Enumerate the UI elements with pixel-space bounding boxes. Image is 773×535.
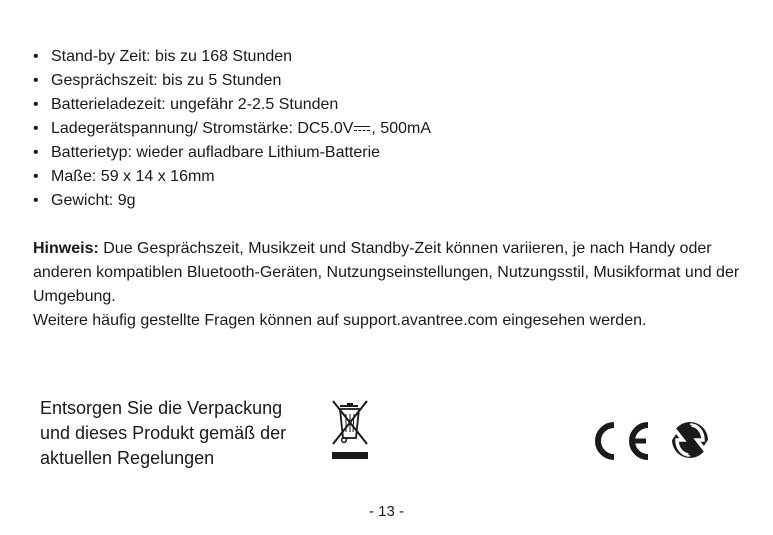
disposal-line: und dieses Produkt gemäß der [40, 423, 287, 443]
spec-standby: Stand-by Zeit: bis zu 168 Stunden [51, 48, 293, 65]
spec-list [33, 45, 431, 213]
spec-talk-time: Gesprächszeit: bis zu 5 Stunden [51, 72, 282, 89]
crossed-out-wheelie-bin-icon [328, 398, 372, 462]
spec-charge-time: Batterieladezeit: ungefähr 2-2.5 Stunden [51, 96, 339, 113]
note-more-info: Weitere häufig gestellte Fragen können auf support.avantree.com eingesehen werden. [33, 312, 647, 329]
note-block [33, 237, 743, 333]
spec-charger-voltage: Ladegerätspannung/ Stromstärke: DC5.0V [51, 120, 354, 137]
spec-item: • Ladegerätspannung/ Stromstärke: DC5.0V , 500mA [33, 120, 431, 137]
spec-battery-type: Batterietyp: wieder aufladbare Lithium-Batterie [51, 144, 381, 161]
spec-item: • Maße: 59 x 14 x 16mm [33, 168, 215, 185]
spec-item: • Gewicht: 9g [33, 192, 136, 209]
green-dot-recycling-icon [670, 418, 710, 462]
ce-mark-icon [592, 420, 654, 462]
dc-symbol-icon [354, 125, 370, 133]
disposal-line: aktuellen Regelungen [40, 448, 215, 468]
note-paragraph [33, 237, 743, 309]
note-label: Hinweis: [33, 240, 99, 257]
disposal-text [40, 396, 286, 471]
page-number: - 13 - [368, 503, 404, 520]
spec-item: • Stand-by Zeit: bis zu 168 Stunden [33, 48, 293, 65]
note-text: Due Gesprächszeit, Musikzeit und Standby-Zeit können variieren, je nach Handy oder anderen kompatiblen Bluetooth-Geräten, Nutzungseinstellungen, Nutzungsstil, Musikformat und der Umgebung. [33, 240, 740, 305]
spec-weight: Gewicht: 9g [51, 192, 136, 209]
spec-dimensions: Maße: 59 x 14 x 16mm [51, 168, 215, 185]
spec-item: • Batterietyp: wieder aufladbare Lithium-Batterie [33, 144, 381, 161]
disposal-line: Entsorgen Sie die Verpackung [40, 398, 283, 418]
spec-charger-current: , 500mA [371, 120, 431, 137]
spec-item: • Gesprächszeit: bis zu 5 Stunden [33, 72, 282, 89]
spec-item: • Batterieladezeit: ungefähr 2-2.5 Stunden [33, 96, 339, 113]
